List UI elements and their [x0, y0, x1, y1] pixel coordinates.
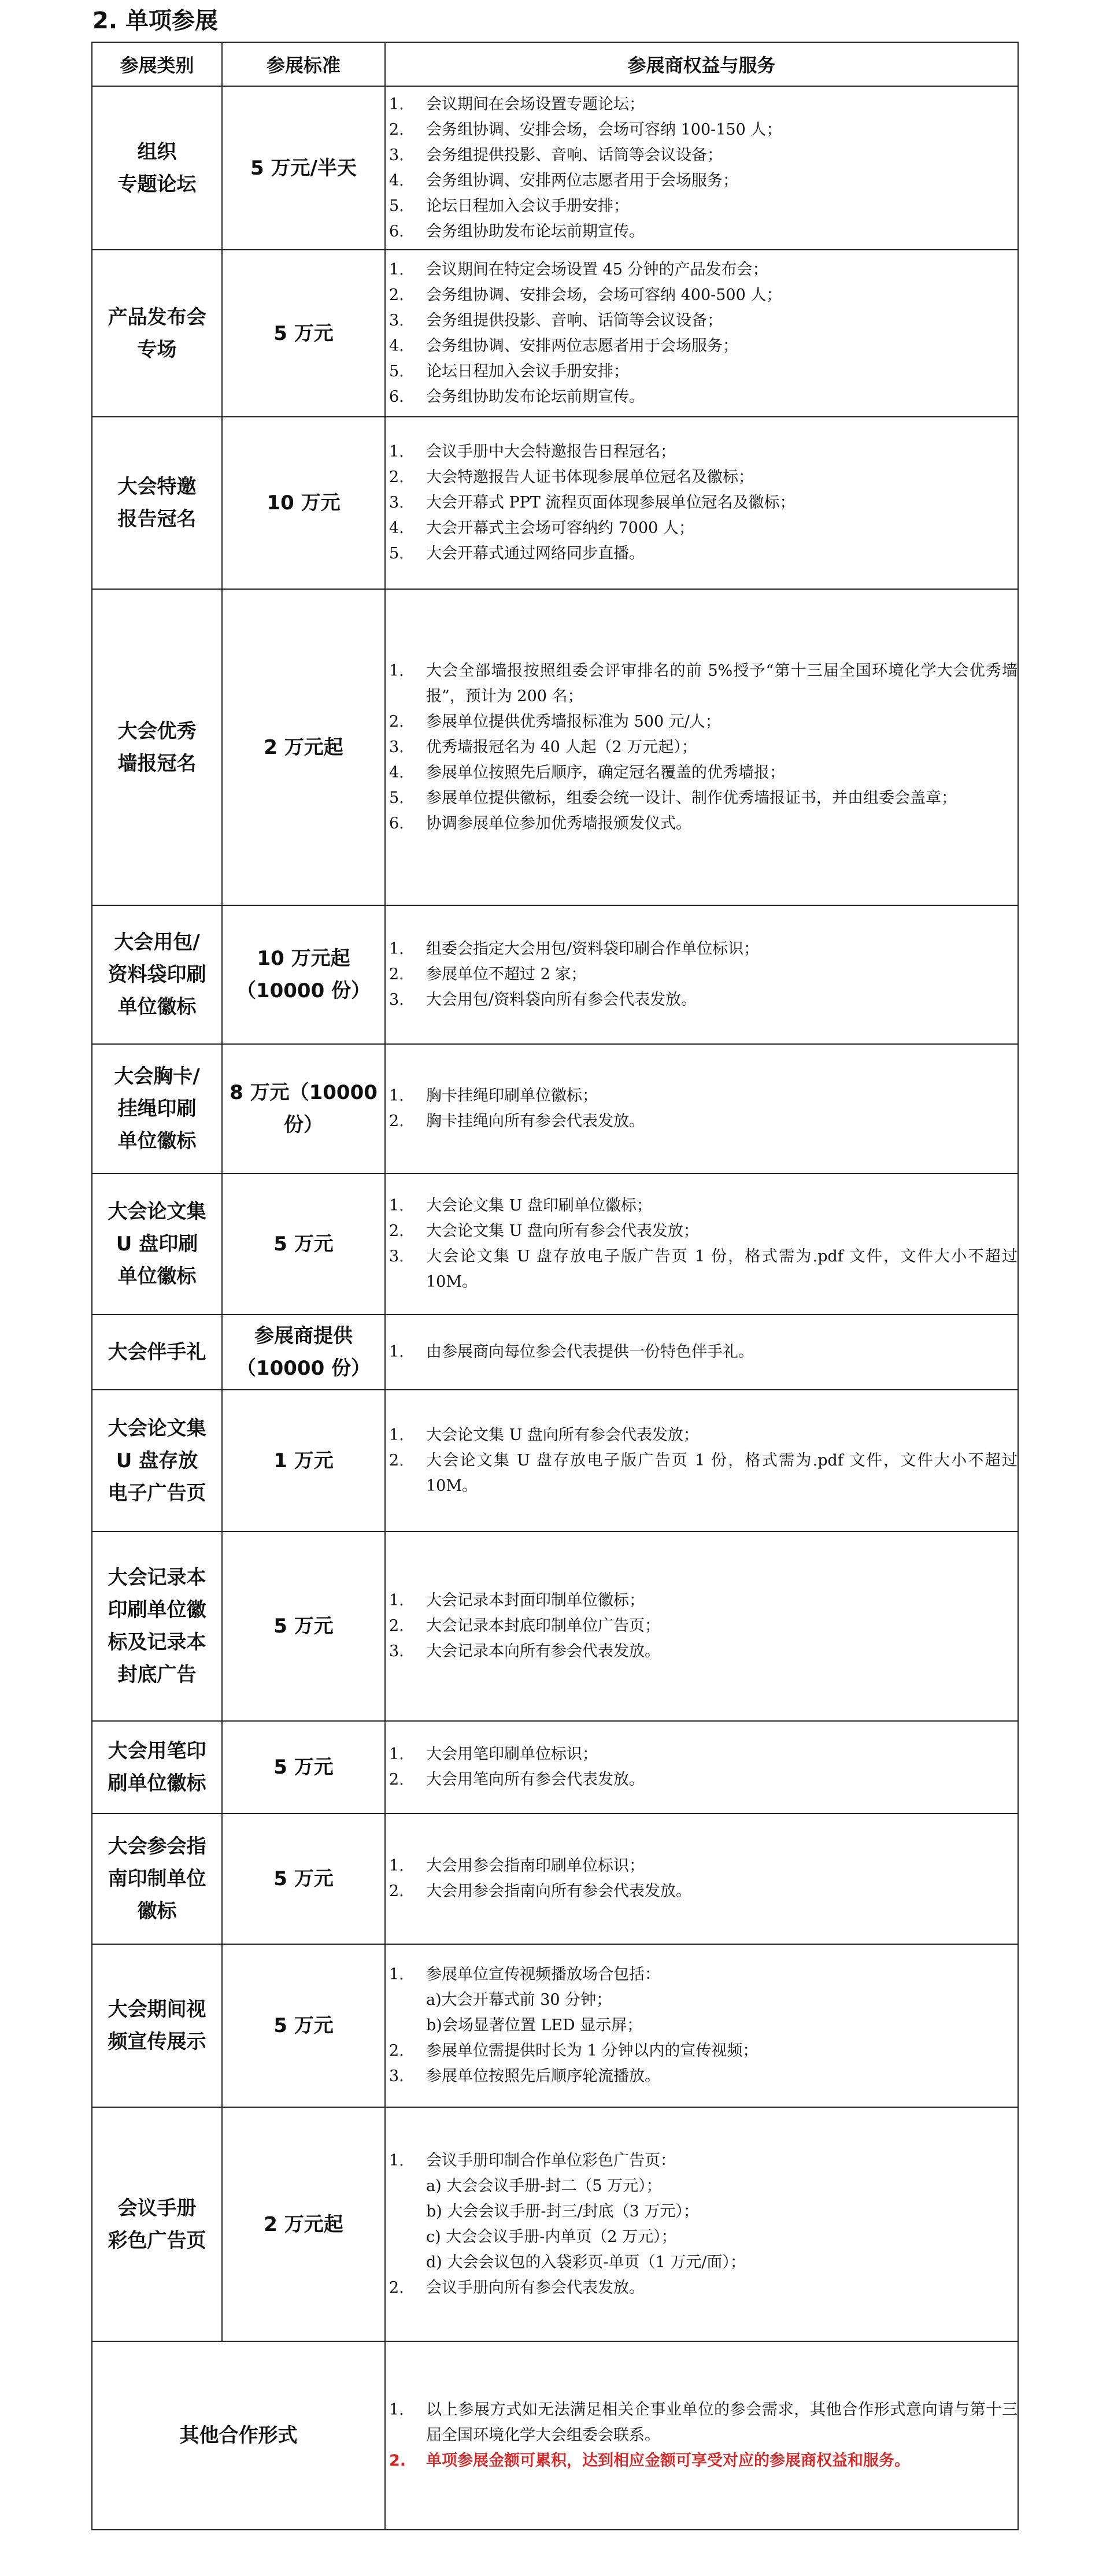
benefit-item [386, 1879, 1018, 1904]
category-line: 单位徽标 [117, 1130, 197, 1153]
standard-line: 10 万元起 [257, 947, 350, 970]
benefit-number: 2. [389, 286, 404, 304]
category-line: 大会优秀 [117, 719, 197, 743]
category-line: 大会胸卡/ [114, 1065, 200, 1088]
category-line: 墙报冠名 [117, 752, 197, 775]
header-category: 参展类别 [92, 42, 222, 86]
benefit-item [386, 1423, 1018, 1448]
benefit-subitem: b) 大会会议手册-封三/封底（3 万元）； [426, 2202, 699, 2220]
benefit-item [386, 1639, 1018, 1664]
benefit-subitem: a)大会开幕式前 30 分钟； [426, 1991, 612, 2009]
benefit-text: 大会用笔向所有参会代表发放。 [426, 1771, 645, 1789]
section-title: 2. 单项参展 [92, 8, 218, 34]
standard-line: 5 万元 [273, 1233, 334, 1256]
category-cell [92, 589, 222, 905]
benefit-item [386, 937, 1018, 962]
benefit-number: 2. [389, 2278, 404, 2297]
benefit-number: 4. [389, 336, 404, 355]
benefit-item [386, 1193, 1018, 1219]
table-row [92, 1044, 1018, 1174]
benefit-text: 会务组协助发布论坛前期宣传。 [426, 387, 645, 406]
benefit-item [386, 465, 1018, 490]
table-header-row [92, 42, 1018, 86]
benefit-number: 1. [389, 940, 404, 958]
standard-cell [222, 589, 385, 905]
category-cell [92, 2341, 385, 2530]
category-line: 封底广告 [117, 1663, 197, 1686]
standard-cell [222, 1813, 385, 1944]
standard-cell [222, 1174, 385, 1315]
benefit-number: 2. [389, 1771, 404, 1789]
exhibition-table [91, 42, 1019, 2530]
benefit-list [386, 937, 1018, 1013]
benefit-item [386, 1219, 1018, 1244]
category-line: U 盘印刷 [116, 1233, 198, 1256]
benefit-text: 参展单位提供优秀墙报标准为 500 元/人； [426, 712, 721, 731]
benefit-number: 1. [389, 1745, 404, 1763]
benefit-item [386, 811, 1018, 837]
category-line: 大会用笔印 [108, 1739, 206, 1763]
standard-line: （10000 份） [236, 979, 371, 1002]
benefit-number: 1. [389, 260, 404, 279]
benefit-list [386, 658, 1018, 837]
benefit-item [386, 2275, 1018, 2301]
benefits-cell [385, 2107, 1018, 2341]
category-cell [92, 1315, 222, 1390]
category-cell [92, 905, 222, 1044]
benefit-number: 6. [389, 387, 404, 406]
benefit-text: 论坛日程加入会议手册安排； [426, 197, 629, 215]
table-row [92, 1531, 1018, 1721]
benefit-list [386, 92, 1018, 245]
table-row [92, 1944, 1018, 2107]
benefit-item [386, 283, 1018, 308]
benefits-cell [385, 86, 1018, 250]
benefit-item [386, 168, 1018, 194]
table-row [92, 589, 1018, 905]
benefit-text: 大会记录本封底印制单位广告页； [426, 1617, 660, 1635]
benefit-item [386, 786, 1018, 811]
standard-line: 5 万元/半天 [250, 156, 357, 180]
standard-cell [222, 2107, 385, 2341]
category-line: 挂绳印刷 [117, 1097, 197, 1120]
benefit-item [386, 92, 1018, 117]
benefit-text: 大会开幕式 PPT 流程页面体现参展单位冠名及徽标； [426, 494, 796, 512]
benefit-list [386, 1193, 1018, 1295]
table-row [92, 1390, 1018, 1531]
table-row [92, 1315, 1018, 1390]
benefit-item [386, 2148, 1018, 2275]
benefit-list [386, 1339, 1018, 1365]
table-row [92, 417, 1018, 589]
category-line: 组织 [137, 140, 177, 164]
benefit-number: 5. [389, 545, 404, 562]
benefit-number: 1. [389, 443, 404, 461]
benefit-text: 会务组协助发布论坛前期宣传。 [426, 222, 645, 240]
benefit-list [386, 1423, 1018, 1499]
benefit-number: 1. [389, 1343, 404, 1361]
standard-line: 2 万元起 [264, 2212, 343, 2236]
standard-line: 5 万元 [273, 1756, 334, 1779]
category-line: 专场 [137, 338, 177, 361]
benefit-sublist [426, 1987, 1018, 2038]
category-line: 大会论文集 [108, 1416, 206, 1440]
category-cell [92, 1721, 222, 1813]
benefit-item [386, 359, 1018, 384]
benefit-item [386, 1244, 1018, 1295]
benefit-item [386, 334, 1018, 359]
benefits-cell [385, 1174, 1018, 1315]
benefit-text: 会务组协调、安排两位志愿者用于会场服务； [426, 171, 738, 190]
benefit-text: 会议手册中大会特邀报告日程冠名； [426, 443, 676, 461]
benefit-item [386, 439, 1018, 465]
category-cell [92, 1531, 222, 1721]
benefit-item [386, 2448, 1018, 2474]
benefit-sublist [426, 2174, 1018, 2275]
benefit-item [386, 962, 1018, 987]
benefits-cell [385, 589, 1018, 905]
benefit-text: 大会用参会指南向所有参会代表发放。 [426, 1882, 691, 1900]
benefit-text: 大会论文集 U 盘存放电子版广告页 1 份，格式需为.pdf 文件，文件大小不超过 10M。 [426, 1451, 1018, 1495]
benefit-text: 大会特邀报告人证书体现参展单位冠名及徽标； [426, 468, 754, 486]
benefit-item [386, 1448, 1018, 1499]
benefit-number: 2. [389, 1222, 404, 1240]
category-line: 其他合作形式 [179, 2424, 298, 2447]
benefit-subitem: b)会场显著位置 LED 显示屏； [426, 2016, 643, 2034]
standard-line: 1 万元 [273, 1449, 334, 1472]
category-line: 大会期间视 [108, 1998, 206, 2021]
category-line: 单位徽标 [117, 995, 197, 1019]
standard-line: 5 万元 [273, 321, 334, 345]
standard-line: 5 万元 [273, 2014, 334, 2037]
benefit-number: 4. [389, 763, 404, 782]
benefit-number: 3. [389, 1642, 404, 1660]
benefit-list [386, 2397, 1018, 2474]
standard-cell [222, 1390, 385, 1531]
benefits-cell [385, 1315, 1018, 1390]
benefit-text: 大会开幕式主会场可容纳约 7000 人； [426, 519, 694, 537]
category-line: 标及记录本 [108, 1631, 206, 1654]
category-line: 大会特邀 [117, 475, 197, 498]
benefit-item [386, 384, 1018, 410]
category-line: 印刷单位徽 [108, 1598, 206, 1622]
standard-cell [222, 1315, 385, 1390]
benefit-number: 4. [389, 519, 404, 537]
benefit-number: 1. [389, 95, 404, 113]
benefit-item [386, 143, 1018, 168]
benefit-text: 参展单位按照先后顺序轮流播放。 [426, 2067, 660, 2085]
category-line: 彩色广告页 [108, 2229, 206, 2252]
benefit-text: 大会记录本向所有参会代表发放。 [426, 1642, 660, 1660]
table-row [92, 2341, 1018, 2530]
benefit-number: 6. [389, 814, 404, 832]
standard-line: 2 万元起 [264, 735, 343, 759]
table-row [92, 905, 1018, 1044]
benefit-text: 参展单位需提供时长为 1 分钟以内的宣传视频； [426, 2042, 758, 2060]
benefits-cell [385, 1531, 1018, 1721]
benefit-number: 3. [389, 311, 404, 330]
category-cell [92, 1944, 222, 2107]
benefit-number: 2. [389, 712, 404, 731]
benefit-text: 会议手册向所有参会代表发放。 [426, 2278, 645, 2297]
benefit-list [386, 2148, 1018, 2301]
category-cell [92, 1174, 222, 1315]
benefit-item [386, 490, 1018, 516]
benefit-text: 参展单位宣传视频播放场合包括： [426, 1966, 660, 1983]
benefit-number: 2. [389, 965, 404, 983]
benefit-number: 2. [389, 1882, 404, 1900]
benefit-text: 胸卡挂绳印刷单位徽标； [426, 1087, 598, 1105]
benefit-number: 5. [389, 197, 404, 215]
benefit-item [386, 658, 1018, 709]
benefit-text: 组委会指定大会用包/资料袋印刷合作单位标识； [426, 940, 760, 958]
benefit-item [386, 987, 1018, 1013]
benefit-text: 会议期间在会场设置专题论坛； [426, 95, 645, 113]
benefit-number: 2. [389, 1112, 404, 1130]
benefit-item [386, 2064, 1018, 2089]
benefit-number: 2. [389, 2452, 406, 2470]
benefit-number: 6. [389, 222, 404, 240]
category-line: 大会伴手礼 [108, 1341, 206, 1364]
benefit-number: 1. [389, 1592, 404, 1609]
benefit-number: 4. [389, 171, 404, 190]
benefit-item [386, 2397, 1018, 2448]
category-cell [92, 2107, 222, 2341]
benefit-text: 参展单位提供徽标，组委会统一设计、制作优秀墙报证书，并由组委会盖章； [426, 789, 957, 807]
benefit-number: 3. [389, 738, 404, 756]
benefit-number: 1. [389, 1966, 404, 1983]
benefit-text: 论坛日程加入会议手册安排； [426, 362, 629, 380]
benefit-number: 2. [389, 1451, 404, 1470]
benefit-list [386, 1962, 1018, 2089]
benefit-list [386, 1588, 1018, 1664]
category-line: 资料袋印刷 [108, 963, 206, 986]
benefit-text: 大会论文集 U 盘向所有参会代表发放； [426, 1222, 699, 1240]
benefit-text: 大会论文集 U 盘存放电子版广告页 1 份，格式需为.pdf 文件，文件大小不超过 10M。 [426, 1248, 1018, 1291]
benefits-cell [385, 1044, 1018, 1174]
table-row [92, 1813, 1018, 1944]
table-row [92, 1721, 1018, 1813]
benefit-list [386, 1853, 1018, 1904]
category-cell [92, 86, 222, 250]
standard-cell [222, 417, 385, 589]
benefit-number: 1. [389, 1857, 404, 1875]
category-line: 专题论坛 [117, 172, 197, 196]
table-row [92, 250, 1018, 417]
benefit-number: 1. [389, 1426, 404, 1444]
benefit-text: 大会全部墙报按照组委会评审排名的前 5%授予“第十三届全国环境化学大会优秀墙报”，预计为 200 名； [426, 661, 1018, 705]
benefits-cell [385, 905, 1018, 1044]
benefit-text: 优秀墙报冠名为 40 人起（2 万元起）； [426, 738, 697, 756]
benefit-item [386, 1083, 1018, 1109]
category-line: 大会参会指 [108, 1835, 206, 1858]
category-line: 会议手册 [117, 2196, 197, 2220]
benefit-item [386, 1339, 1018, 1365]
benefit-item [386, 1742, 1018, 1767]
benefit-number: 1. [389, 1087, 404, 1105]
benefit-item [386, 1853, 1018, 1879]
benefit-number: 1. [389, 661, 404, 680]
benefit-subitem: c) 大会会议手册-内单页（2 万元）； [426, 2227, 677, 2246]
table-row [92, 86, 1018, 250]
benefit-text: 大会论文集 U 盘印刷单位徽标； [426, 1197, 652, 1215]
benefit-number: 3. [389, 494, 404, 512]
benefit-item [386, 1767, 1018, 1793]
table-row [92, 1174, 1018, 1315]
benefit-number: 3. [389, 991, 404, 1009]
benefits-cell [385, 1721, 1018, 1813]
benefit-item [386, 219, 1018, 245]
benefit-item [386, 516, 1018, 541]
benefit-subitem: a) 大会会议手册-封二（5 万元）； [426, 2177, 662, 2195]
standard-cell [222, 250, 385, 417]
category-line: 南印制单位 [108, 1867, 206, 1890]
benefit-item [386, 709, 1018, 735]
benefit-text: 由参展商向每位参会代表提供一份特色伴手礼。 [426, 1343, 754, 1361]
benefit-text: 胸卡挂绳向所有参会代表发放。 [426, 1112, 645, 1130]
benefit-number: 3. [389, 146, 404, 164]
category-cell [92, 417, 222, 589]
benefit-item [386, 1962, 1018, 2038]
benefit-text: 会务组协调、安排会场，会场可容纳 100-150 人； [426, 120, 782, 139]
benefit-text: 会议期间在特定会场设置 45 分钟的产品发布会； [426, 260, 768, 279]
benefit-text: 会务组协调、安排会场，会场可容纳 400-500 人； [426, 286, 782, 304]
standard-line: 5 万元 [273, 1615, 334, 1638]
benefits-cell [385, 1813, 1018, 1944]
benefit-item [386, 308, 1018, 334]
standard-cell [222, 1044, 385, 1174]
benefit-number: 3. [389, 1248, 404, 1265]
benefits-cell [385, 1944, 1018, 2107]
benefits-cell [385, 2341, 1018, 2530]
benefit-number: 1. [389, 1197, 404, 1215]
benefit-item [386, 2038, 1018, 2064]
standard-cell [222, 1721, 385, 1813]
benefit-item [386, 541, 1018, 567]
category-cell [92, 1044, 222, 1174]
category-line: 产品发布会 [108, 305, 206, 329]
benefit-text: 大会用笔印刷单位标识； [426, 1745, 598, 1763]
category-line: 大会记录本 [108, 1566, 206, 1589]
category-line: 报告冠名 [117, 508, 197, 531]
standard-cell [222, 86, 385, 250]
benefits-cell [385, 1390, 1018, 1531]
benefit-number: 1. [389, 2401, 404, 2419]
benefit-number: 2. [389, 1617, 404, 1635]
benefit-item [386, 760, 1018, 786]
benefit-number: 2. [389, 2042, 404, 2060]
benefit-number: 5. [389, 789, 404, 807]
benefit-text: 会务组提供投影、音响、话筒等会议设备； [426, 311, 723, 330]
benefit-item [386, 194, 1018, 219]
standard-line: 份） [284, 1113, 323, 1137]
benefit-text: 单项参展金额可累积，达到相应金额可享受对应的参展商权益和服务。 [426, 2452, 910, 2470]
benefit-subitem: d) 大会会议包的入袋彩页-单页（1 万元/面）； [426, 2253, 746, 2271]
benefit-item [386, 735, 1018, 760]
table-row [92, 2107, 1018, 2341]
benefit-item [386, 1588, 1018, 1613]
standard-cell [222, 1944, 385, 2107]
standard-line: 5 万元 [273, 1867, 334, 1890]
category-line: U 盘存放 [116, 1449, 198, 1472]
benefit-text: 大会用包/资料袋向所有参会代表发放。 [426, 991, 697, 1009]
benefit-list [386, 1083, 1018, 1134]
benefit-text: 大会论文集 U 盘向所有参会代表发放； [426, 1426, 699, 1444]
benefit-number: 1. [389, 2151, 404, 2170]
category-line: 频宣传展示 [108, 2030, 206, 2053]
header-benefits: 参展商权益与服务 [385, 42, 1018, 86]
category-line: 刷单位徽标 [108, 1772, 206, 1795]
category-line: 单位徽标 [117, 1265, 197, 1288]
category-cell [92, 250, 222, 417]
benefit-text: 参展单位不超过 2 家； [426, 965, 587, 983]
benefit-text: 协调参展单位参加优秀墙报颁发仪式。 [426, 814, 691, 832]
benefit-number: 2. [389, 120, 404, 139]
benefit-item [386, 117, 1018, 143]
benefit-list [386, 257, 1018, 410]
benefit-text: 参展单位按照先后顺序，确定冠名覆盖的优秀墙报； [426, 763, 785, 782]
benefit-text: 大会用参会指南印刷单位标识； [426, 1857, 645, 1875]
category-line: 电子广告页 [108, 1481, 206, 1505]
standard-line: （10000 份） [236, 1357, 371, 1380]
category-line: 大会用包/ [114, 931, 200, 954]
benefits-cell [385, 250, 1018, 417]
benefit-list [386, 439, 1018, 567]
benefit-text: 大会开幕式通过网络同步直播。 [426, 545, 645, 562]
standard-line: 参展商提供 [254, 1324, 353, 1348]
standard-cell [222, 1531, 385, 1721]
benefits-cell [385, 417, 1018, 589]
category-line: 徽标 [137, 1900, 177, 1923]
benefit-number: 2. [389, 468, 404, 486]
category-line: 大会论文集 [108, 1200, 206, 1223]
benefit-text: 大会记录本封面印制单位徽标； [426, 1592, 645, 1609]
header-standard: 参展标准 [222, 42, 385, 86]
standard-cell [222, 905, 385, 1044]
standard-line: 8 万元（10000 [230, 1081, 378, 1104]
benefit-text: 会务组协调、安排两位志愿者用于会场服务； [426, 336, 738, 355]
category-cell [92, 1390, 222, 1531]
table-body [92, 86, 1018, 2530]
standard-line: 10 万元 [267, 491, 341, 515]
benefit-number: 5. [389, 362, 404, 380]
benefit-text: 会务组提供投影、音响、话筒等会议设备； [426, 146, 723, 164]
benefit-text: 以上参展方式如无法满足相关企事业单位的参会需求，其他合作形式意向请与第十三届全国环境化学大会组委会联系。 [426, 2401, 1018, 2444]
benefit-item [386, 1613, 1018, 1639]
category-cell [92, 1813, 222, 1944]
benefit-text: 会议手册印制合作单位彩色广告页： [426, 2151, 676, 2170]
benefit-number: 3. [389, 2067, 404, 2085]
benefit-item [386, 257, 1018, 283]
benefit-list [386, 1742, 1018, 1793]
benefit-item [386, 1109, 1018, 1134]
